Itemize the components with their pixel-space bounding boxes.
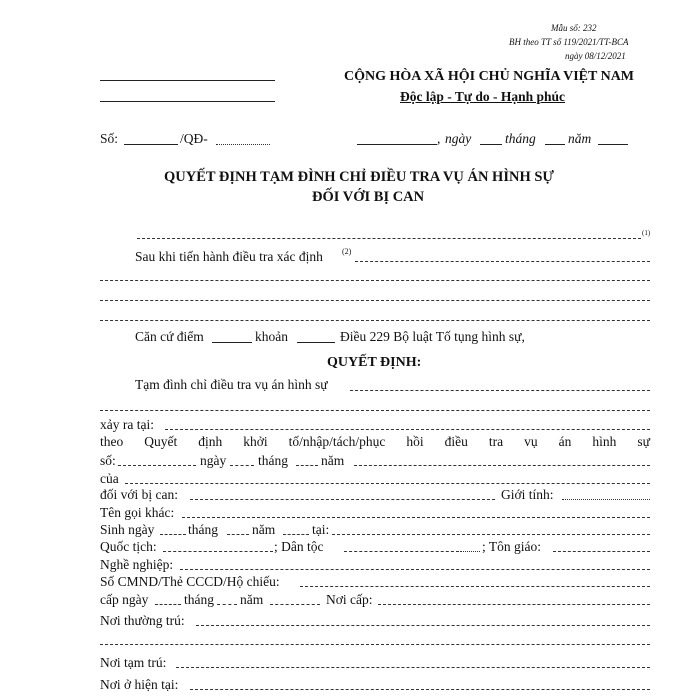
id-field[interactable] [300, 586, 650, 587]
per-decision-day-field[interactable] [230, 465, 254, 466]
per-decision-day: ngày [200, 453, 227, 468]
occurred-field[interactable] [165, 429, 650, 430]
dob-place-field[interactable] [332, 534, 650, 535]
per-decision-year: năm [321, 453, 345, 468]
nationality-label: Quốc tịch: [100, 539, 157, 554]
day-label: ngày [445, 131, 472, 146]
investigation-label: Sau khi tiến hành điều tra xác định [135, 249, 323, 264]
title-line-2: ĐỐI VỚI BỊ CAN [312, 189, 425, 205]
nationality-field[interactable] [163, 551, 273, 552]
basis-clause: khoản [255, 329, 288, 344]
permanent-field-2[interactable] [100, 644, 650, 645]
gender-label: Giới tính: [501, 487, 554, 502]
per-decision-no: số: [100, 453, 116, 468]
agency-line-2[interactable] [100, 101, 275, 102]
decision-heading: QUYẾT ĐỊNH: [327, 355, 422, 370]
dob-year: năm [252, 522, 276, 537]
basis-point-field[interactable] [212, 342, 252, 343]
ethnicity-label: ; Dân tộc [274, 539, 324, 554]
suspend-label: Tạm đình chỉ điều tra vụ án hình sự [135, 377, 328, 392]
per-decision-month: tháng [258, 453, 288, 468]
per-decision-line [100, 435, 650, 449]
dob-month: tháng [188, 522, 218, 537]
issue-year-field[interactable] [270, 604, 320, 605]
issue-month-label: tháng [184, 592, 214, 607]
form-number: Mẫu số: 232 [551, 23, 597, 33]
dob-day-field[interactable] [160, 534, 186, 535]
religion-label: ; Tôn giáo: [482, 539, 541, 554]
day-field[interactable] [480, 144, 502, 145]
permanent-label: Nơi thường trú: [100, 613, 185, 628]
note-1: (1) [642, 229, 651, 237]
id-label: Số CMND/Thẻ CCCD/Hộ chiếu: [100, 574, 280, 589]
year-field[interactable] [598, 144, 628, 145]
dob-label: Sinh ngày [100, 522, 155, 537]
per-decision-no-field[interactable] [118, 465, 196, 466]
occupation-field[interactable] [180, 569, 650, 570]
suspend-field-2[interactable] [100, 410, 650, 411]
number-label: Số: [100, 131, 119, 146]
motto: Độc lập - Tự do - Hạnh phúc [400, 89, 566, 104]
current-field[interactable] [190, 689, 650, 690]
occurred-label: xảy ra tại: [100, 417, 154, 432]
investigation-field-2[interactable] [100, 280, 650, 281]
ethnicity-field[interactable] [344, 551, 459, 552]
ethnicity-field-dots [460, 551, 480, 552]
number-suffix: /QĐ- [180, 131, 208, 146]
title-line-1: QUYẾT ĐỊNH TẠM ĐÌNH CHỈ ĐIỀU TRA VỤ ÁN HÌNH SỰ [164, 169, 554, 185]
permanent-field-1[interactable] [196, 625, 650, 626]
dob-year-field[interactable] [283, 534, 309, 535]
temporary-label: Nơi tạm trú: [100, 655, 167, 670]
place-field[interactable] [357, 144, 437, 145]
issue-place-field[interactable] [378, 604, 650, 605]
defendant-field[interactable] [190, 499, 495, 500]
authority-field[interactable] [137, 238, 641, 239]
alias-label: Tên gọi khác: [100, 505, 175, 520]
month-field[interactable] [545, 144, 565, 145]
basis-clause-field[interactable] [297, 342, 335, 343]
issue-day-label: cấp ngày [100, 592, 149, 607]
month-label: tháng [505, 131, 536, 146]
alias-field[interactable] [182, 517, 650, 518]
agency-line-1[interactable] [100, 80, 275, 81]
dob-place-label: tại: [312, 522, 330, 537]
gender-field[interactable] [562, 499, 650, 500]
religion-field[interactable] [553, 551, 650, 552]
dob-month-field[interactable] [227, 534, 249, 535]
of-field[interactable] [125, 483, 650, 484]
nation-heading: CỘNG HÒA XÃ HỘI CHỦ NGHĨA VIỆT NAM [344, 69, 635, 84]
per-decision-text: theo Quyết định khởi tố/nhập/tách/phục hồi điều tra vụ án hình sự [100, 434, 650, 449]
occupation-label: Nghề nghiệp: [100, 557, 174, 572]
form-issued-by: BH theo TT số 119/2021/TT-BCA [509, 37, 629, 47]
basis-prefix: Căn cứ điểm [135, 329, 204, 344]
issue-year-label: năm [240, 592, 264, 607]
issue-day-field[interactable] [155, 604, 181, 605]
per-decision-month-field[interactable] [296, 465, 318, 466]
investigation-field-1[interactable] [355, 261, 650, 262]
current-label: Nơi ở hiện tại: [100, 677, 179, 692]
of-label: của [100, 471, 119, 486]
investigation-field-4[interactable] [100, 320, 650, 321]
issue-month-field[interactable] [217, 604, 237, 605]
suspend-field-1[interactable] [350, 390, 650, 391]
temporary-field[interactable] [176, 667, 650, 668]
form-issued-date: ngày 08/12/2021 [565, 51, 626, 61]
basis-article: Điều 229 Bộ luật Tố tụng hình sự, [340, 329, 525, 344]
defendant-label: đối với bị can: [100, 487, 179, 502]
number-field[interactable] [124, 144, 178, 145]
year-label: năm [568, 131, 592, 146]
investigation-field-3[interactable] [100, 300, 650, 301]
issue-place-label: Nơi cấp: [326, 592, 373, 607]
date-comma: , [437, 131, 441, 146]
per-decision-year-field[interactable] [354, 465, 650, 466]
number-code-field[interactable] [216, 144, 270, 145]
note-2: (2) [342, 247, 352, 256]
